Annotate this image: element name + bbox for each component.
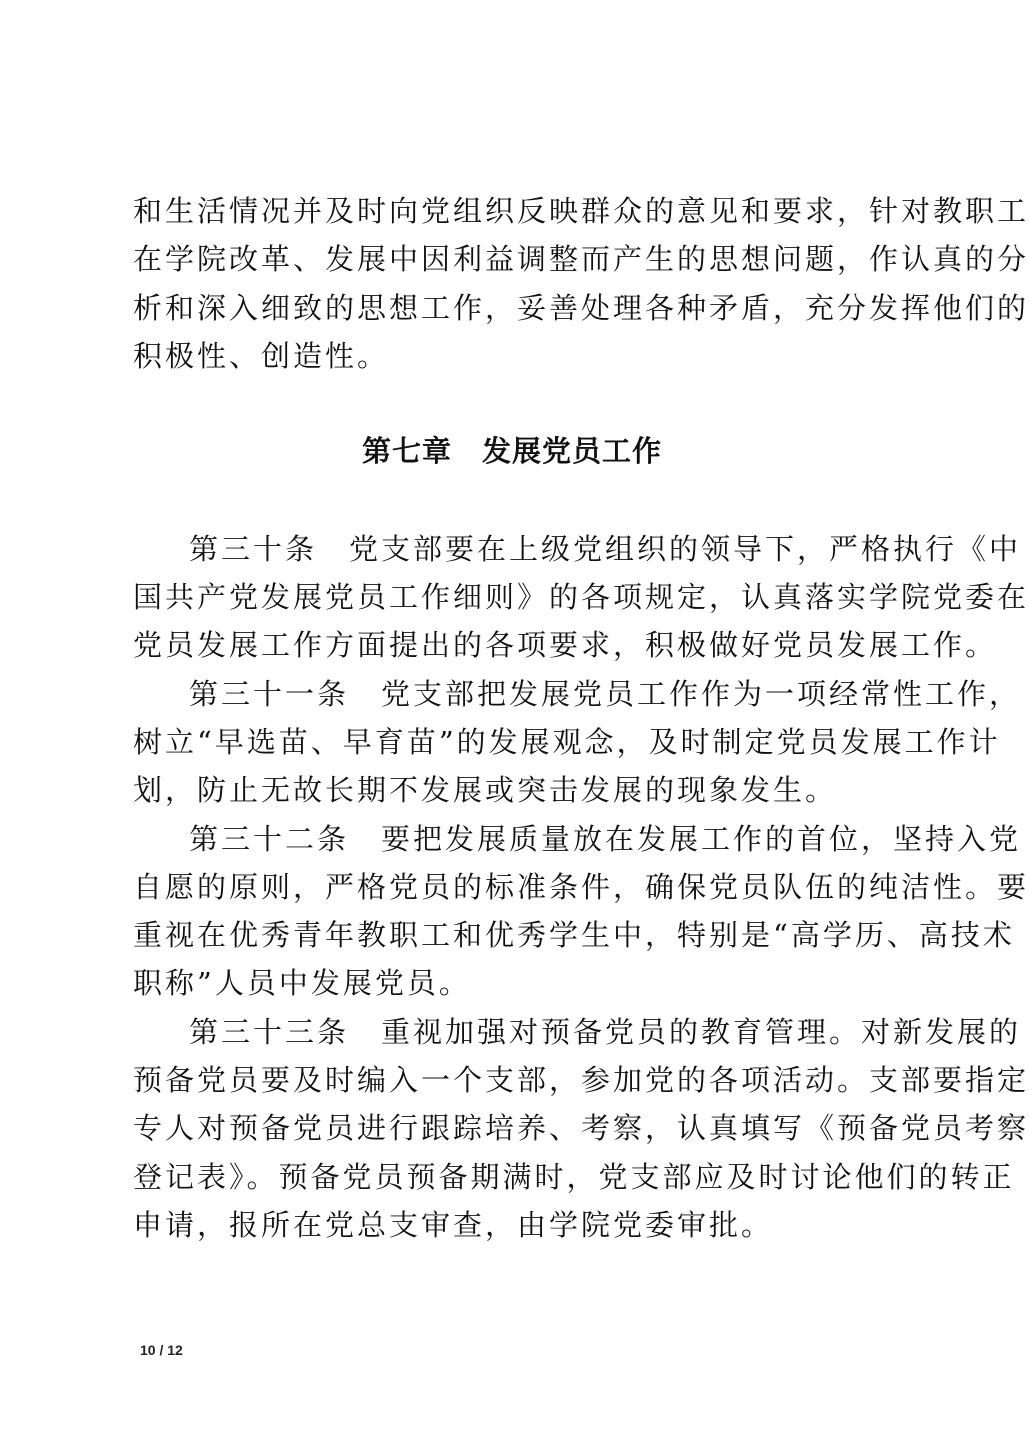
text-line: 析和深入细致的思想工作，妥善处理各种矛盾，充分发挥他们的: [133, 291, 1029, 325]
text-line: 第三十一条 党支部把发展党员工作作为一项经常性工作，: [189, 677, 1022, 711]
text-line: 第三十二条 要把发展质量放在发展工作的首位，坚持入党: [189, 822, 1022, 856]
page-number: 10 / 12: [140, 1342, 183, 1358]
text-line: 划，防止无故长期不发展或突击发展的现象发生。: [133, 773, 838, 807]
text-line: 在学院改革、发展中因利益调整而产生的思想问题，作认真的分: [133, 242, 1029, 276]
text-line: 预备党员要及时编入一个支部，参加党的各项活动。支部要指定: [133, 1063, 1029, 1097]
text-line: 和生活情况并及时向党组织反映群众的意见和要求，针对教职工: [133, 194, 1029, 228]
text-line: 第三十条 党支部要在上级党组织的领导下，严格执行《中: [189, 532, 1022, 566]
text-line: 登记表》。预备党员预备期满时，党支部应及时讨论他们的转正: [133, 1160, 1015, 1194]
text-line: 树立“早选苗、早育苗”的发展观念，及时制定党员发展工作计: [133, 725, 1001, 759]
text-line: 职称”人员中发展党员。: [133, 966, 471, 1000]
text-line: 国共产党发展党员工作细则》的各项规定，认真落实学院党委在: [133, 580, 1029, 614]
text-line: 重视在优秀青年教职工和优秀学生中，特别是“高学历、高技术: [133, 918, 1015, 952]
text-line: 自愿的原则，严格党员的标准条件，确保党员队伍的纯洁性。要: [133, 870, 1029, 904]
text-line: 第三十三条 重视加强对预备党员的教育管理。对新发展的: [189, 1015, 1022, 1049]
text-line: 党员发展工作方面提出的各项要求，积极做好党员发展工作。: [133, 628, 998, 662]
chapter-title: 第七章 发展党员工作: [361, 434, 662, 468]
text-line: 申请，报所在党总支审查，由学院党委审批。: [133, 1208, 774, 1242]
text-line: 专人对预备党员进行跟踪培养、考察，认真填写《预备党员考察: [133, 1111, 1029, 1145]
text-line: 积极性、创造性。: [133, 339, 390, 373]
